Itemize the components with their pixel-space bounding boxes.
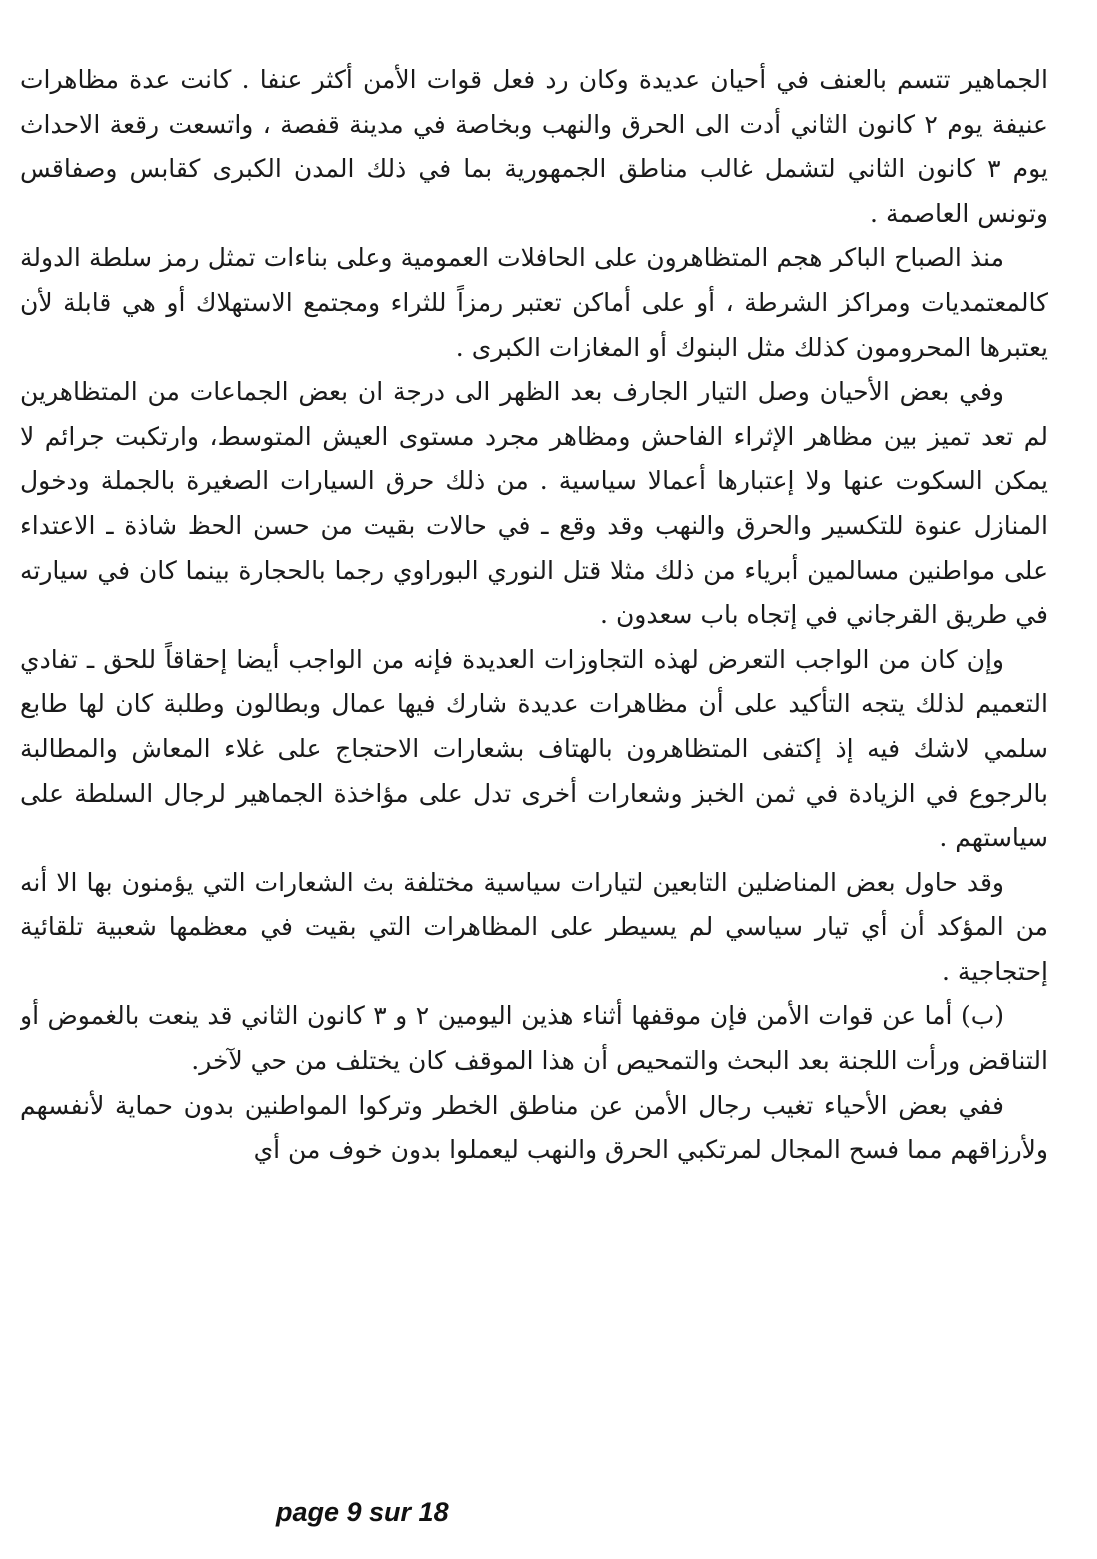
paragraph-5: وقد حاول بعض المناضلين التابعين لتيارات سياسية مختلفة بث الشعارات التي يؤمنون بها الا أنه من المؤكد أن أي تيار سياسي لم يسيطر على المظاهرات التي بقيت في معظمها شعبية تلقائية إحتجاجية . (20, 867, 1048, 986)
paragraph-4: وإن كان من الواجب التعرض لهذه التجاوزات العديدة فإنه من الواجب أيضا إحقاقاً للحق ـ تفادي التعميم لذلك يتجه التأكيد على أن مظاهرات عديدة شارك فيها عمال وبطالون وطلبة كان لها طابع سلمي لاشك فيه إذ إكتفى المتظاهرون بالهتاف بشعارات الاحتجاج على غلاء المعاش والمطالبة بالرجوع في الزيادة في ثمن الخبز وشعارات أخرى تدل على مؤاخذة الجماهير لرجال السلطة على سياستهم . (20, 644, 1048, 853)
paragraph-3: وفي بعض الأحيان وصل التيار الجارف بعد الظهر الى درجة ان بعض الجماعات من المتظاهرين لم تعد تميز بين مظاهر الإثراء الفاحش ومظاهر مجرد مستوى العيش المتوسط، وارتكبت جرائم لا يمكن السكوت عنها ولا إعتبارها أعمالا سياسية . من ذلك حرق السيارات الصغيرة بالجملة ودخول المنازل عنوة للتكسير والحرق والنهب وقد وقع ـ في حالات بقيت من حسن الحظ شاذة ـ الاعتداء على مواطنين مسالمين أبرياء من ذلك مثلا قتل النوري البوراوي رجما بالحجارة بينما كان في سيارته في طريق القرجاني في إتجاه باب سعدون . (20, 377, 1048, 630)
paragraph-6: (ب) أما عن قوات الأمن فإن موقفها أثناء هذين اليومين ٢ و ٣ كانون الثاني قد ينعت بالغموض أو التناقض ورأت اللجنة بعد البحث والتمحيص أن هذا الموقف كان يختلف من حي لآخر. (20, 1001, 1048, 1076)
document-body (20, 58, 1048, 1173)
page-number-footer: page 9 sur 18 (276, 1497, 449, 1527)
paragraph-1: الجماهير تتسم بالعنف في أحيان عديدة وكان رد فعل قوات الأمن أكثر عنفا . كانت عدة مظاهرات عنيفة يوم ٢ كانون الثاني أدت الى الحرق والنهب وبخاصة في مدينة قفصة ، واتسعت رقعة الاحداث يوم ٣ كانون الثاني لتشمل غالب مناطق الجمهورية بما في ذلك المدن الكبرى كقابس وصفاقس وتونس العاصمة . (20, 65, 1048, 228)
document-page (20, 58, 1048, 1488)
paragraph-2: منذ الصباح الباكر هجم المتظاهرون على الحافلات العمومية وعلى بناءات تمثل رمز سلطة الدولة كالمعتمديات ومراكز الشرطة ، أو على أماكن تعتبر رمزاً للثراء ومجتمع الاستهلاك أو هي قابلة لأن يعتبرها المحرومون كذلك مثل البنوك أو المغازات الكبرى . (20, 243, 1048, 362)
paragraph-7: ففي بعض الأحياء تغيب رجال الأمن عن مناطق الخطر وتركوا المواطنين بدون حماية لأنفسهم ولأرزاقهم مما فسح المجال لمرتكبي الحرق والنهب ليعملوا بدون خوف من أي (20, 1090, 1048, 1165)
